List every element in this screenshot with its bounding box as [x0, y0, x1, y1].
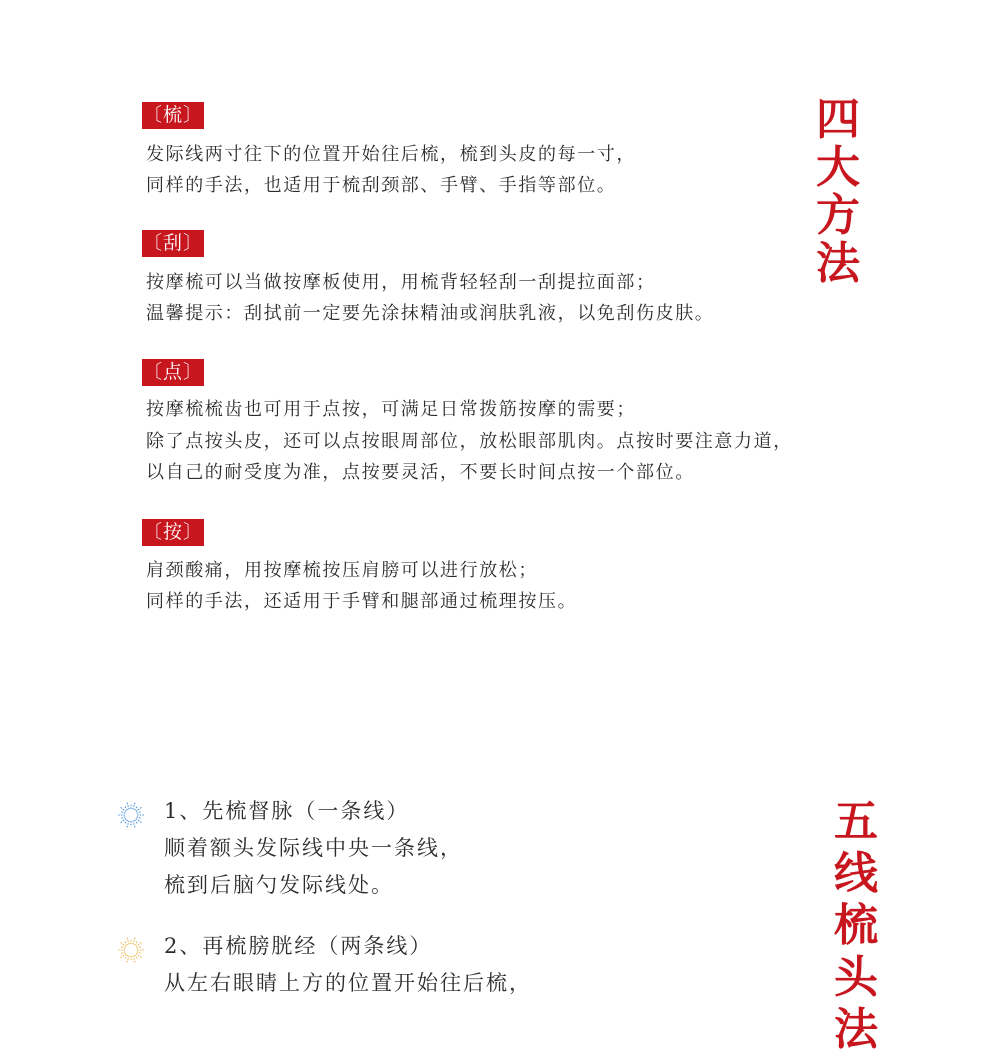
sunburst-ray [135, 941, 138, 945]
sunburst-ray [127, 821, 129, 828]
method-tag: 〔梳〕 [142, 102, 204, 129]
sunburst-ray [137, 947, 142, 949]
title-char: 梳 [834, 900, 878, 951]
method-text-line: 发际线两寸往下的位置开始往后梳，梳到头皮的每一寸， [146, 144, 636, 165]
method-text-line: 以自己的耐受度为准，点按要灵活，不要长时间点按一个部位。 [146, 462, 695, 483]
title-char: 线 [834, 848, 878, 899]
title-char: 五 [834, 796, 878, 847]
method-text-line: 同样的手法，也适用于梳刮颈部、手臂、手指等部位。 [146, 175, 617, 196]
method-text-line: 同样的手法，还适用于手臂和腿部通过梳理按压。 [146, 591, 578, 612]
sunburst-ray [137, 812, 142, 814]
method-tag: 〔按〕 [142, 519, 204, 546]
title-char: 头 [834, 952, 878, 1003]
title-char: 四 [816, 94, 860, 145]
sunburst-ray [137, 817, 142, 819]
sunburst-ray [133, 803, 135, 810]
method-text-line: 按摩梳可以当做按摩板使用，用梳背轻轻刮一刮提拉面部； [146, 272, 656, 293]
sunburst-ray [133, 938, 135, 945]
four-methods-title [810, 96, 866, 288]
sunburst-ray [121, 947, 126, 949]
sunburst-ray [137, 952, 142, 954]
step-heading: 2、再梳膀胱经（两条线） [164, 934, 433, 958]
sunburst-ray [125, 820, 128, 824]
step-text-line: 顺着额头发际线中央一条线， [164, 836, 463, 860]
title-char: 法 [816, 238, 860, 289]
sunburst-icon [116, 800, 146, 830]
method-tag: 〔点〕 [142, 359, 204, 386]
sunburst-ray [135, 806, 138, 810]
title-char: 大 [816, 142, 860, 193]
title-char: 法 [834, 1004, 878, 1055]
sunburst-ray [125, 806, 128, 810]
sunburst-ray [125, 955, 128, 959]
sunburst-ray [127, 803, 129, 810]
five-lines-title [828, 796, 884, 1056]
title-char: 方 [816, 190, 860, 241]
sunburst-ray [135, 955, 138, 959]
sunburst-ray [121, 952, 126, 954]
step-text-line: 从左右眼睛上方的位置开始往后梳， [164, 971, 532, 995]
method-text-line: 按摩梳梳齿也可用于点按，可满足日常拨筋按摩的需要； [146, 399, 636, 420]
method-text-line: 除了点按头皮，还可以点按眼周部位，放松眼部肌肉。点按时要注意力道， [146, 431, 793, 452]
sunburst-ray [127, 956, 129, 963]
sunburst-ray [133, 956, 135, 963]
method-tag: 〔刮〕 [142, 230, 204, 257]
sunburst-icon [116, 935, 146, 965]
sunburst-ray [135, 820, 138, 824]
sunburst-ray [121, 817, 126, 819]
method-text-line: 温馨提示：刮拭前一定要先涂抹精油或润肤乳液，以免刮伤皮肤。 [146, 303, 715, 324]
sunburst-ray [125, 941, 128, 945]
method-text-line: 肩颈酸痛，用按摩梳按压肩膀可以进行放松； [146, 560, 538, 581]
step-heading: 1、先梳督脉（一条线） [164, 799, 410, 823]
sunburst-ray [127, 938, 129, 945]
sunburst-ray [121, 812, 126, 814]
sunburst-ray [133, 821, 135, 828]
step-text-line: 梳到后脑勺发际线处。 [164, 873, 394, 897]
